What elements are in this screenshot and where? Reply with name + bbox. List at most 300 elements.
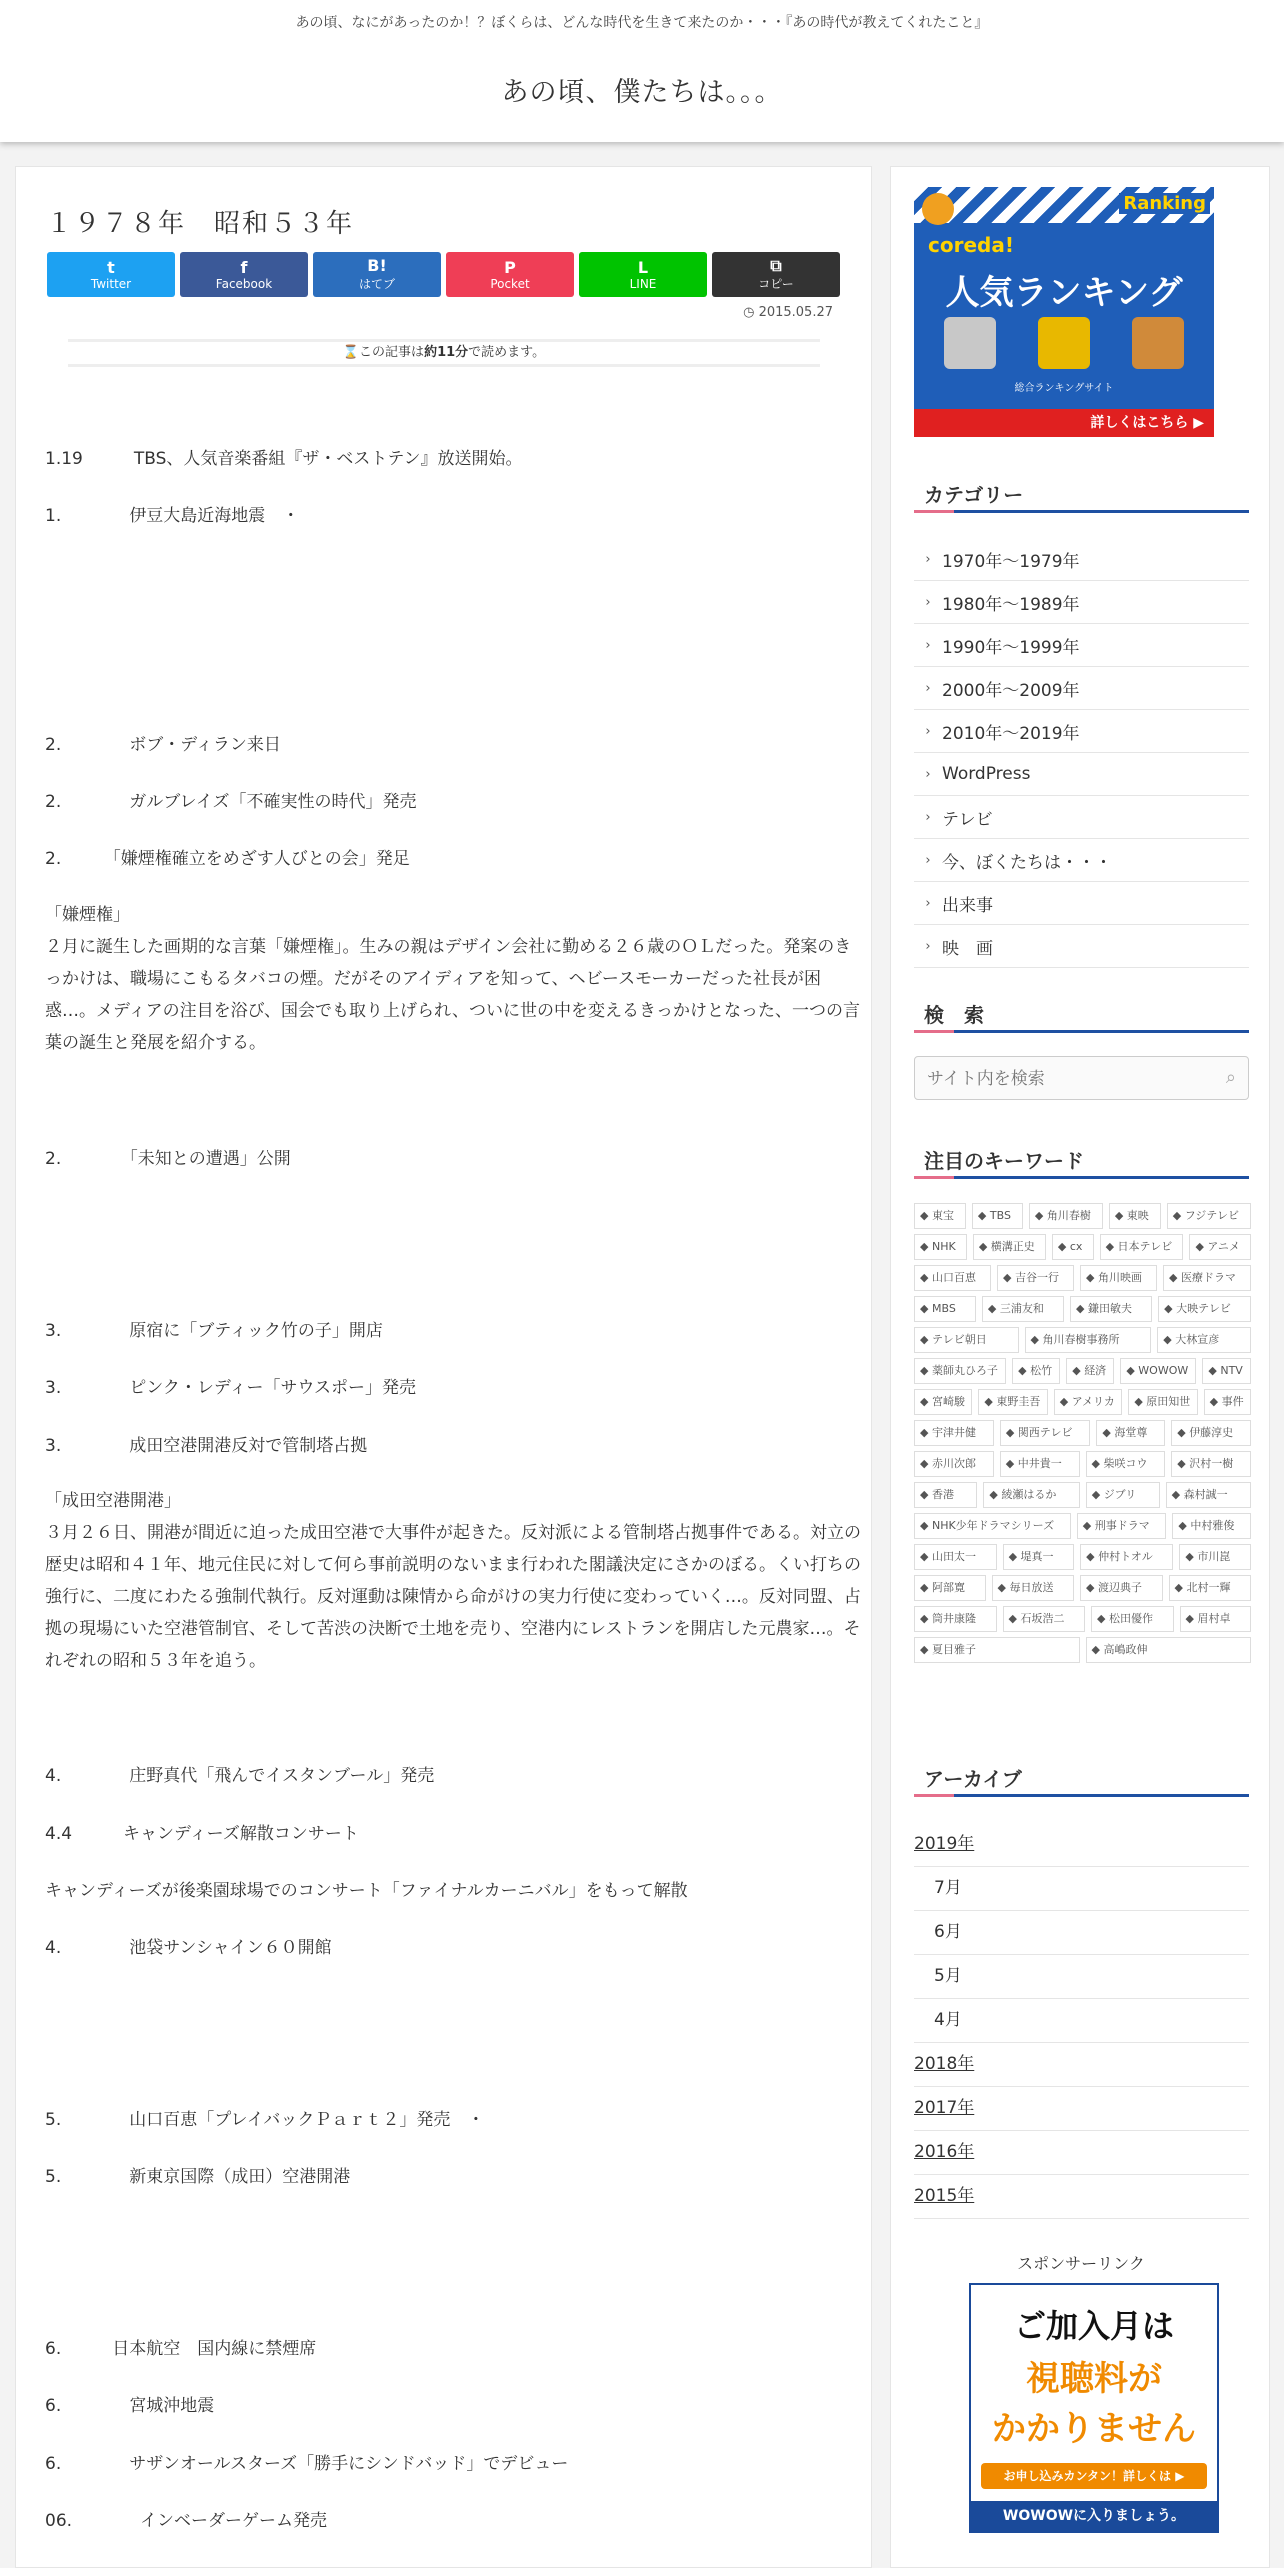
share-icon: B! <box>367 256 387 275</box>
silver-crown-icon <box>944 317 996 369</box>
tag-label: 経済 <box>1084 1364 1107 1377</box>
tag-label: 夏目雅子 <box>931 1643 976 1656</box>
tag-label: 三浦友和 <box>999 1302 1044 1315</box>
archive-month[interactable]: 4月 <box>914 1999 1249 2043</box>
categories-title: カテゴリー <box>914 479 1249 513</box>
tag-icon: ◆ <box>1105 1240 1118 1253</box>
tag-icon: ◆ <box>1008 1550 1021 1563</box>
archive-year[interactable]: 2018年 <box>914 2043 1249 2087</box>
tag-label: MBS <box>931 1302 956 1315</box>
share-button-はてブ[interactable] <box>313 252 441 297</box>
keyword-tag[interactable] <box>914 1513 1071 1539</box>
keyword-tag[interactable] <box>1080 1544 1173 1570</box>
ad-sub: 総合ランキングサイト <box>1014 383 1114 394</box>
keyword-tag[interactable] <box>1070 1296 1152 1322</box>
category-label: 出来事 <box>942 895 993 916</box>
tag-icon: ◆ <box>1005 1426 1018 1439</box>
tag-icon: ◆ <box>1178 1519 1191 1532</box>
timeline-line: 06. インベーダーゲーム発売 <box>45 2511 328 2531</box>
share-label: Twitter <box>90 276 132 291</box>
archive-year-2019[interactable]: 2019年 <box>914 1823 1249 1867</box>
chevron-right-icon: › <box>925 594 931 610</box>
archive-title: アーカイブ <box>914 1763 1249 1797</box>
keyword-tag[interactable] <box>1025 1327 1152 1353</box>
keyword-tag[interactable] <box>914 1265 991 1291</box>
chevron-right-icon: › <box>925 809 931 825</box>
tag-label: 海堂尊 <box>1114 1426 1148 1439</box>
keyword-tag[interactable] <box>1000 1420 1091 1446</box>
keyword-tag[interactable] <box>1171 1420 1251 1446</box>
tag-icon: ◆ <box>978 1240 991 1253</box>
tag-icon: ◆ <box>1174 1581 1187 1594</box>
chevron-right-icon: › <box>925 723 931 739</box>
tag-icon: ◆ <box>1091 1643 1104 1656</box>
tag-icon: ◆ <box>920 1364 932 1377</box>
paragraph-narita: 「成田空港開港」 ３月２６日、開港が間近に迫った成田空港で大事件が起きた。反対派による管制塔占拠事件である。対立の歴史は昭和４１年、地元住民に対して何ら事前説明のないまま行われた閣議決定にさかのぼる。くい打ちの強行に、二度にわたる強制代執行。反対運動は陳情から命がけの実力行使に変わっていく…。反対同盟、占拠の現場にいた空港管制官、そして苦渋の決断で土地を売り、空港内にレストランを開店した元農家…。それぞれの昭和５３年を追う。 <box>45 1491 861 1671</box>
tag-label: 柴咲コウ <box>1103 1457 1148 1470</box>
ad-crowns <box>944 317 1184 369</box>
tag-icon: ◆ <box>920 1519 932 1532</box>
tag-label: 香港 <box>931 1488 954 1501</box>
tag-label: 渡辺典子 <box>1097 1581 1142 1594</box>
tag-label: TBS <box>989 1209 1011 1222</box>
tag-label: テレビ朝日 <box>931 1333 987 1346</box>
keywords-title: 注目のキーワード <box>914 1145 1249 1179</box>
keyword-tag[interactable] <box>1091 1606 1174 1632</box>
tag-icon: ◆ <box>1114 1209 1127 1222</box>
tag-icon: ◆ <box>920 1271 932 1284</box>
bronze-crown-icon <box>1132 317 1184 369</box>
tag-label: 大映テレビ <box>1176 1302 1231 1315</box>
tag-icon: ◆ <box>1163 1333 1176 1346</box>
tag-icon: ◆ <box>920 1302 932 1315</box>
tag-label: 森村誠一 <box>1183 1488 1228 1501</box>
search-box <box>914 1056 1249 1100</box>
tag-label: 鎌田敏夫 <box>1087 1302 1132 1315</box>
keyword-tag[interactable] <box>1029 1203 1103 1229</box>
archive-year[interactable]: 2016年 <box>914 2131 1249 2175</box>
archive-month[interactable]: 5月 <box>914 1955 1249 1999</box>
sponsor-label: スポンサーリンク <box>1017 2254 1145 2273</box>
ad-ranking-label: Ranking <box>1119 193 1210 214</box>
share-label: コピー <box>758 277 794 291</box>
keyword-tag[interactable] <box>1172 1513 1251 1539</box>
search-title: 検 索 <box>914 999 1249 1033</box>
tag-icon: ◆ <box>1086 1581 1098 1594</box>
wowow-ad-line1: ご加入月は <box>1013 2307 1174 2345</box>
category-label: 1970年～1979年 <box>942 551 1080 572</box>
keyword-tag[interactable] <box>1086 1637 1252 1663</box>
category-item[interactable] <box>914 581 1249 624</box>
keyword-tag[interactable] <box>982 1296 1064 1322</box>
tag-icon: ◆ <box>1034 1209 1047 1222</box>
tag-label: 事件 <box>1221 1395 1244 1408</box>
tag-label: 綾瀬はるか <box>1001 1488 1057 1501</box>
category-label: 2010年～2019年 <box>942 723 1080 744</box>
keyword-tag[interactable] <box>1157 1327 1251 1353</box>
keyword-tag[interactable] <box>1180 1606 1252 1632</box>
chevron-right-icon: › <box>925 637 931 653</box>
tag-label: 宇津井健 <box>931 1426 976 1439</box>
share-icon: P <box>504 257 516 277</box>
tag-icon: ◆ <box>920 1209 932 1222</box>
tag-label: 毎日放送 <box>1009 1581 1054 1594</box>
share-icon: L <box>637 257 649 277</box>
tag-label: 山田太一 <box>931 1550 976 1563</box>
category-list <box>914 538 1249 968</box>
share-label: はてブ <box>358 277 395 291</box>
tag-icon: ◆ <box>1008 1612 1021 1625</box>
keyword-tag[interactable] <box>914 1451 994 1477</box>
chevron-right-icon: › <box>925 895 931 911</box>
tag-icon: ◆ <box>1171 1488 1184 1501</box>
tag-icon: ◆ <box>1018 1364 1031 1377</box>
tag-icon: ◆ <box>1059 1395 1072 1408</box>
tag-label: 日本テレビ <box>1117 1240 1173 1253</box>
tag-label: 北村一輝 <box>1186 1581 1231 1594</box>
tag-icon: ◆ <box>1097 1612 1109 1625</box>
tag-label: 東映 <box>1126 1209 1149 1222</box>
ranking-ad-banner[interactable] <box>914 187 1214 437</box>
category-label: WordPress <box>942 764 1031 784</box>
timeline-line: 3. ピンク・レディー「サウスポー」発売 <box>45 1378 417 1398</box>
share-buttons <box>47 252 840 297</box>
tag-label: WOWOW <box>1138 1364 1189 1377</box>
tag-label: 筒井康隆 <box>931 1612 976 1625</box>
keyword-tag[interactable] <box>1158 1296 1251 1322</box>
keyword-tag[interactable] <box>914 1544 997 1570</box>
tag-label: ジブリ <box>1103 1488 1137 1501</box>
keyword-tag[interactable] <box>914 1575 986 1601</box>
paragraph-kenenken: 「嫌煙権」 ２月に誕生した画期的な言葉「嫌煙権」。生みの親はデザイン会社に勤める２６歳のＯＬだった。発案のきっかけは、職場にこもるタバコの煙。だがそのアイディアを知って、ヘビースモーカーだった社長が困惑…。メディアの注目を浴び、国会でも取り上げられ、ついに世の中を変えるきっかけとなった、一つの言葉の誕生と発展を紹介する。 <box>45 905 860 1053</box>
tag-label: 大林宣彦 <box>1175 1333 1220 1346</box>
timeline-line: 6. 日本航空 国内線に禁煙席 <box>45 2339 317 2359</box>
keyword-tag[interactable] <box>1120 1358 1196 1384</box>
read-time-value: 約11分 <box>424 345 469 360</box>
post-date-value: 2015.05.27 <box>758 305 833 320</box>
tag-icon: ◆ <box>987 1302 1000 1315</box>
tag-icon: ◆ <box>1030 1333 1043 1346</box>
category-label: 2000年～2009年 <box>942 680 1080 701</box>
main-content <box>15 166 872 2568</box>
tag-label: cx <box>1069 1240 1083 1253</box>
tag-label: 山口百恵 <box>931 1271 976 1284</box>
archive-year[interactable]: 2017年 <box>914 2087 1249 2131</box>
chevron-right-icon: › <box>925 852 931 868</box>
chevron-right-icon: › <box>925 551 931 567</box>
tag-label: 薬師丸ひろ子 <box>931 1364 998 1377</box>
tag-icon: ◆ <box>1177 1426 1190 1439</box>
share-label: LINE <box>629 276 657 291</box>
tag-label: アメリカ <box>1071 1395 1115 1408</box>
category-item[interactable] <box>914 882 1249 925</box>
archive-list <box>914 1823 1249 2219</box>
category-label: 1980年～1989年 <box>942 594 1080 615</box>
keyword-tags <box>914 1203 1251 1663</box>
sidebar <box>890 166 1270 2568</box>
keyword-tag[interactable] <box>914 1327 1019 1353</box>
wowow-ad-banner[interactable] <box>969 2283 1219 2533</box>
wowow-ad-line3: かかりません <box>992 2409 1196 2449</box>
tag-label: 仲村トオル <box>1098 1550 1153 1563</box>
wowow-ad-button[interactable]: お申し込みカンタン！詳しくは ▶ <box>981 2463 1207 2489</box>
category-item[interactable] <box>914 796 1249 839</box>
keyword-tag[interactable] <box>1109 1203 1161 1229</box>
keyword-tag[interactable] <box>992 1575 1075 1601</box>
timeline-line: 4. 庄野真代「飛んでイスタンブール」発売 <box>45 1766 435 1786</box>
ad-cta[interactable]: 詳しくはこちら ▶ <box>914 409 1214 437</box>
keyword-tag[interactable] <box>1204 1389 1251 1415</box>
article-title: １９７８年 昭和５３年 <box>46 209 355 239</box>
category-item[interactable] <box>914 753 1249 796</box>
wowow-ad-footer: WOWOWに入りましょう。 <box>971 2501 1217 2531</box>
tag-icon: ◆ <box>1072 1364 1085 1377</box>
keyword-tag[interactable] <box>978 1389 1047 1415</box>
keyword-tag[interactable] <box>1086 1451 1166 1477</box>
crown-icon <box>922 193 954 225</box>
keyword-tag[interactable] <box>914 1637 1080 1663</box>
keyword-tag[interactable] <box>914 1420 994 1446</box>
tag-icon: ◆ <box>1086 1550 1099 1563</box>
keyword-tag[interactable] <box>1171 1451 1251 1477</box>
read-time-prefix: この記事は <box>359 345 425 360</box>
tag-icon: ◆ <box>1185 1612 1198 1625</box>
tag-label: NHK少年ドラマシリーズ <box>931 1519 1055 1532</box>
tag-icon: ◆ <box>1169 1271 1181 1284</box>
share-button-pocket[interactable] <box>446 252 574 297</box>
tag-icon: ◆ <box>1091 1488 1104 1501</box>
chevron-right-icon: › <box>925 938 931 954</box>
keyword-tag[interactable] <box>1080 1575 1163 1601</box>
timeline-line: 5. 山口百恵「プレイバックＰａｒｔ２」発売 ・ <box>45 2110 485 2130</box>
site-tagline: あの頃、なにがあったのか！？ぼくらは、どんな時代を生きて来たのか・・・『あの時代が教えてくれたこと』 <box>295 15 989 31</box>
tag-icon: ◆ <box>1209 1395 1222 1408</box>
share-button-facebook[interactable] <box>180 252 308 297</box>
read-time-suffix: で読めます。 <box>468 345 546 360</box>
tag-icon: ◆ <box>1172 1209 1185 1222</box>
keyword-tag[interactable] <box>914 1606 997 1632</box>
keyword-tag[interactable] <box>973 1234 1046 1260</box>
tag-label: 市川崑 <box>1197 1550 1231 1563</box>
tag-icon: ◆ <box>920 1550 932 1563</box>
keyword-tag[interactable] <box>983 1482 1079 1508</box>
keyword-tag[interactable] <box>914 1296 976 1322</box>
tag-icon: ◆ <box>920 1581 932 1594</box>
share-button-line[interactable] <box>579 252 707 297</box>
keyword-tag[interactable] <box>1166 1482 1251 1508</box>
keyword-tag[interactable] <box>997 1265 1074 1291</box>
keyword-tag[interactable] <box>914 1482 977 1508</box>
tag-label: 原田知世 <box>1146 1395 1191 1408</box>
hourglass-icon: ⌛ <box>342 345 360 360</box>
tag-icon: ◆ <box>977 1209 990 1222</box>
timeline-line: 5. 新東京国際（成田）空港開港 <box>45 2167 351 2187</box>
post-date <box>743 305 833 320</box>
share-button-twitter[interactable] <box>47 252 175 297</box>
wowow-ad-line2: 視聴料が <box>1026 2359 1162 2399</box>
timeline-line: 3. 成田空港開港反対で管制塔占拠 <box>45 1436 368 1456</box>
category-item[interactable] <box>914 925 1249 968</box>
tag-icon: ◆ <box>1164 1302 1177 1315</box>
keyword-tag[interactable] <box>1163 1265 1251 1291</box>
keyword-tag[interactable] <box>1066 1358 1114 1384</box>
timeline-line: 3. 原宿に「ブティック竹の子」開店 <box>45 1321 383 1341</box>
tag-label: NTV <box>1220 1364 1243 1377</box>
keyword-tag[interactable] <box>1086 1482 1160 1508</box>
keyword-tag[interactable] <box>1179 1544 1251 1570</box>
tag-icon: ◆ <box>984 1395 997 1408</box>
tag-label: 横溝正史 <box>990 1240 1035 1253</box>
tag-icon: ◆ <box>920 1240 932 1253</box>
tag-icon: ◆ <box>1102 1426 1115 1439</box>
tag-icon: ◆ <box>1185 1550 1198 1563</box>
search-input[interactable] <box>925 1065 1199 1093</box>
keyword-tag[interactable] <box>914 1389 972 1415</box>
tag-label: 松竹 <box>1030 1364 1053 1377</box>
timeline-line: 6. サザンオールスターズ「勝手にシンドバッド」でデビュー <box>45 2454 569 2474</box>
category-item[interactable] <box>914 839 1249 882</box>
share-label: Facebook <box>215 276 273 291</box>
tag-label: 刑事ドラマ <box>1094 1519 1150 1532</box>
tag-icon: ◆ <box>920 1333 932 1346</box>
share-label: Pocket <box>490 276 530 291</box>
tag-label: 中井貴一 <box>1017 1457 1062 1470</box>
tag-label: 関西テレビ <box>1017 1426 1073 1439</box>
tag-label: 伊藤淳史 <box>1189 1426 1234 1439</box>
tag-icon: ◆ <box>920 1426 932 1439</box>
timeline-line: キャンディーズが後楽園球場でのコンサート「ファイナルカーニバル」をもって解散 <box>45 1881 688 1901</box>
gold-crown-icon <box>1038 317 1090 369</box>
chevron-right-icon: › <box>925 766 931 782</box>
tag-label: フジテレビ <box>1184 1209 1240 1222</box>
tag-label: 東野圭吾 <box>996 1395 1041 1408</box>
search-icon[interactable]: ⌕ <box>1225 1067 1236 1088</box>
tag-label: 宮崎駿 <box>931 1395 965 1408</box>
timeline-line: 2. 「嫌煙権確立をめざす人びとの会」発足 <box>45 849 410 869</box>
tag-label: 石坂浩二 <box>1020 1612 1065 1625</box>
tag-icon: ◆ <box>1003 1271 1015 1284</box>
tag-icon: ◆ <box>920 1643 932 1656</box>
keyword-tag[interactable] <box>1054 1389 1123 1415</box>
tag-icon: ◆ <box>1134 1395 1147 1408</box>
tag-icon: ◆ <box>1076 1302 1088 1315</box>
tag-icon: ◆ <box>1177 1457 1190 1470</box>
read-time-notice <box>68 339 820 367</box>
ad-headline: 人気ランキング <box>945 273 1183 313</box>
tag-label: 角川映画 <box>1097 1271 1142 1284</box>
tag-icon: ◆ <box>920 1612 932 1625</box>
clock-icon: ◷ <box>743 305 755 320</box>
keyword-tag[interactable] <box>1000 1451 1080 1477</box>
keyword-tag[interactable] <box>972 1203 1023 1229</box>
keyword-tag[interactable] <box>1080 1265 1157 1291</box>
category-label: テレビ <box>942 809 993 830</box>
keyword-tag[interactable] <box>1167 1203 1251 1229</box>
tag-icon: ◆ <box>920 1457 932 1470</box>
timeline-line: 2. ガルブレイズ「不確実性の時代」発売 <box>45 792 417 812</box>
tag-label: 中村雅俊 <box>1190 1519 1235 1532</box>
tag-label: 角川春樹事務所 <box>1042 1333 1120 1346</box>
tag-icon: ◆ <box>920 1395 932 1408</box>
category-label: 映 画 <box>942 938 993 959</box>
tag-label: 松田優作 <box>1108 1612 1153 1625</box>
tag-icon: ◆ <box>1082 1519 1095 1532</box>
category-item[interactable] <box>914 710 1249 753</box>
keyword-tag[interactable] <box>1003 1544 1075 1570</box>
tag-label: 阿部寛 <box>931 1581 965 1594</box>
keyword-tag[interactable] <box>914 1203 966 1229</box>
keyword-tag[interactable] <box>1012 1358 1060 1384</box>
timeline-line: 1.19 TBS、人気音楽番組『ザ・ベストテン』放送開始。 <box>45 449 523 469</box>
tag-label: 東宝 <box>931 1209 954 1222</box>
category-item[interactable] <box>914 667 1249 710</box>
tag-label: NHK <box>931 1240 956 1253</box>
tag-icon: ◆ <box>989 1488 1002 1501</box>
share-icon: f <box>240 257 248 277</box>
tag-icon: ◆ <box>1005 1457 1018 1470</box>
tag-icon: ◆ <box>1208 1364 1221 1377</box>
keyword-tag[interactable] <box>914 1234 967 1260</box>
archive-year[interactable]: 2015年 <box>914 2175 1249 2219</box>
category-label: 今、ぼくたちは・・・ <box>942 852 1112 873</box>
category-label: 1990年～1999年 <box>942 637 1080 658</box>
tag-label: 赤川次郎 <box>931 1457 976 1470</box>
tag-label: アニメ <box>1207 1240 1240 1253</box>
timeline-line: 4.4 キャンディーズ解散コンサート <box>45 1824 359 1844</box>
tag-icon: ◆ <box>1126 1364 1139 1377</box>
tag-label: 高嶋政伸 <box>1103 1643 1148 1656</box>
keyword-tag[interactable] <box>1189 1234 1251 1260</box>
keyword-tag[interactable] <box>1169 1575 1252 1601</box>
tag-icon: ◆ <box>1086 1271 1098 1284</box>
tag-icon: ◆ <box>920 1488 932 1501</box>
tag-icon: ◆ <box>1091 1457 1104 1470</box>
site-header <box>0 0 1284 142</box>
keyword-tag[interactable] <box>1100 1234 1184 1260</box>
share-icon: ⧉ <box>770 256 782 275</box>
tag-label: 吉谷一行 <box>1014 1271 1059 1284</box>
timeline-line: 2. ボブ・ディラン来日 <box>45 735 281 755</box>
timeline-line: 6. 宮城沖地震 <box>45 2396 215 2416</box>
keyword-tag[interactable] <box>1052 1234 1094 1260</box>
archive-month[interactable]: 7月 <box>914 1867 1249 1911</box>
tag-icon: ◆ <box>1057 1240 1070 1253</box>
tag-icon: ◆ <box>1195 1240 1208 1253</box>
tag-label: 眉村卓 <box>1197 1612 1231 1625</box>
timeline-line: 2. 「未知との遭遇」公開 <box>45 1149 291 1169</box>
keyword-tag[interactable] <box>1003 1606 1086 1632</box>
keyword-tag[interactable] <box>1202 1358 1251 1384</box>
chevron-right-icon: › <box>925 680 931 696</box>
category-item[interactable] <box>914 624 1249 667</box>
tag-label: 医療ドラマ <box>1180 1271 1236 1284</box>
archive-month[interactable]: 6月 <box>914 1911 1249 1955</box>
tag-icon: ◆ <box>997 1581 1010 1594</box>
keyword-tag[interactable] <box>1096 1420 1165 1446</box>
tag-label: 角川春樹 <box>1046 1209 1091 1222</box>
share-button-コピー[interactable] <box>712 252 840 297</box>
site-title[interactable]: あの頃、僕たちは。。。 <box>501 77 783 108</box>
category-item[interactable] <box>914 538 1249 581</box>
keyword-tag[interactable] <box>1128 1389 1197 1415</box>
keyword-tag[interactable] <box>1077 1513 1167 1539</box>
keyword-tag[interactable] <box>914 1358 1006 1384</box>
timeline-line: 4. 池袋サンシャイン６０開館 <box>45 1938 332 1958</box>
tag-label: 沢村一樹 <box>1189 1457 1234 1470</box>
timeline-line: 1. 伊豆大島近海地震 ・ <box>45 506 300 526</box>
tag-label: 堤真一 <box>1020 1550 1054 1563</box>
ad-brand: coreda! <box>928 233 1014 257</box>
